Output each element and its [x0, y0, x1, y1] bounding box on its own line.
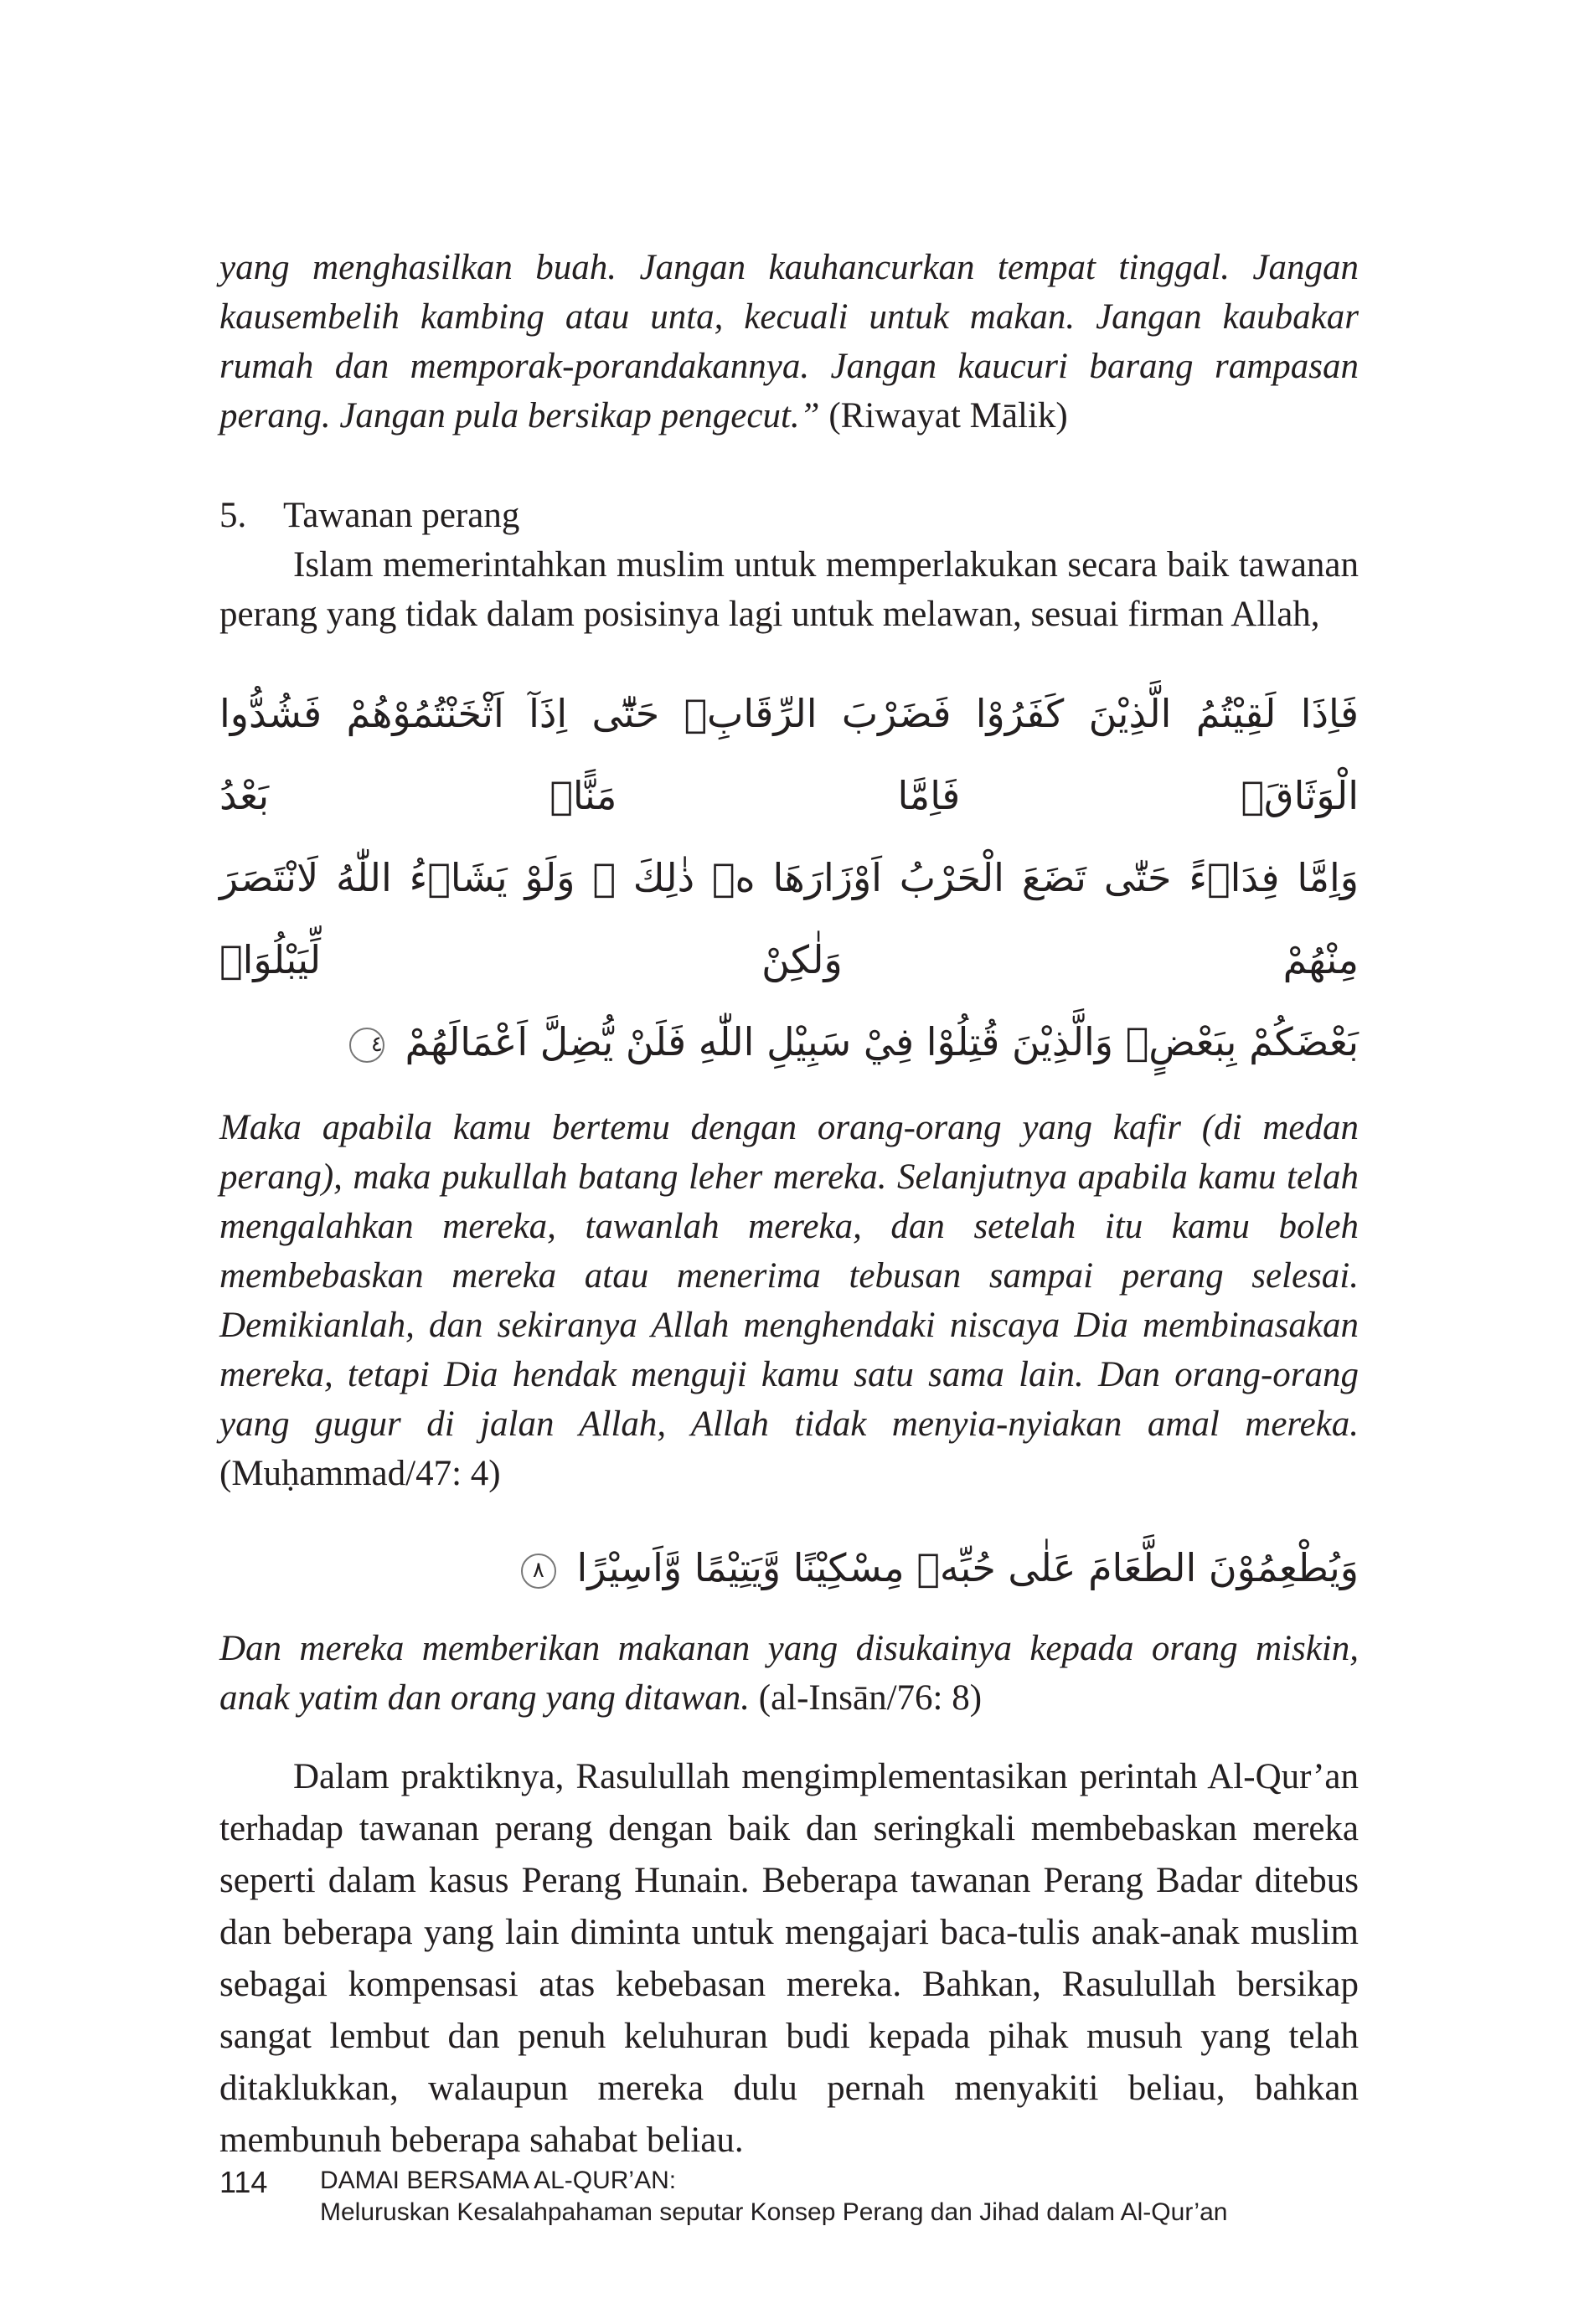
- section-intro: Islam memerintahkan muslim untuk memperlakukan secara baik tawanan perang yang tidak dalam posisinya lagi untuk melawan, sesuai firman Allah,: [219, 545, 1359, 634]
- ayah-number-marker-2: ٨: [521, 1554, 556, 1589]
- verse-reference-2: (al-Insān/76: 8): [758, 1678, 983, 1718]
- page-number: 114: [219, 2165, 268, 2199]
- body-paragraph: Dalam praktiknya, Rasulullah mengimplementasikan perintah Al-Qur’an terhadap tawanan perang dengan baik dan seringkali membebaskan mereka seperti dalam kasus Perang Hunain. Beberapa tawanan Perang Badar ditebus dan beberapa yang lain diminta untuk mengajari baca-tulis anak-anak muslim sebagai kompensasi atas kebebasan mereka. Bahkan, Rasulullah bersikap sangat lembut dan penuh keluhuran budi kepada pihak musuh yang telah ditaklukkan, walaupun mereka dulu pernah menyakiti beliau, bahkan membunuh beberapa sahabat beliau.: [219, 1757, 1359, 2160]
- page-footer: [219, 2165, 1227, 2229]
- verse-line-2: وَاِمَّا فِدَاۤءً حَتّٰى تَضَعَ الْحَرْبُ اَوْزَارَهَا ەۛ ذٰلِكَ ۛ وَلَوْ يَشَاۤءُ اللّٰهُ لَانْتَصَرَ مِنْهُمْ وَلٰكِنْ لِّيَبْلُوَا۟: [219, 855, 1359, 982]
- verse-arabic-2: [219, 1527, 1359, 1609]
- section-heading: [219, 491, 1359, 540]
- running-title: [320, 2165, 1227, 2229]
- translation-text-2: Dan mereka memberikan makanan yang disukainya kepada orang miskin, anak yatim dan orang yang ditawan.: [219, 1629, 1359, 1718]
- verse-line-1: فَاِذَا لَقِيْتُمُ الَّذِيْنَ كَفَرُوْا فَضَرْبَ الرِّقَابِۗ حَتّٰٓى اِذَآ اَثْخَنْتُمُوْهُمْ فَشُدُّوا الْوَثَاقَۖ فَاِمَّا مَنًّاۢ بَعْدُ: [219, 691, 1359, 818]
- verse2-text: وَيُطْعِمُوْنَ الطَّعَامَ عَلٰى حُبِّهٖ مِسْكِيْنًا وَّيَتِيْمًا وَّاَسِيْرًا: [576, 1545, 1359, 1590]
- quote-continuation: [219, 243, 1359, 441]
- quote-source: (Riwayat Mālik): [828, 396, 1068, 435]
- book-subtitle: Meluruskan Kesalahpahaman seputar Konsep Perang dan Jihad dalam Al-Qur’an: [320, 2198, 1228, 2226]
- section-number: 5.: [219, 496, 247, 535]
- quote-text: yang menghasilkan buah. Jangan kauhancurkan tempat tinggal. Jangan kausembelih kambing atau unta, kecuali untuk makan. Jangan kaubakar rumah dan memporak-porandakannya. Jangan kaucuri barang rampasan perang. Jangan pula bersikap pengecut.”: [219, 248, 1359, 435]
- ayah-number-marker: ٤: [349, 1028, 384, 1063]
- book-title: DAMAI BERSAMA AL-QUR’AN:: [320, 2167, 677, 2194]
- verse-translation-2: [219, 1624, 1359, 1723]
- page-content: [219, 234, 1359, 2167]
- section-title: Tawanan perang: [283, 496, 520, 535]
- verse-translation-1: [219, 1103, 1359, 1498]
- verse-reference: (Muḥammad/47: 4): [219, 1454, 501, 1493]
- verse-line-3-text: بَعْضَكُمْ بِبَعْضٍۗ وَالَّذِيْنَ قُتِلُوْا فِيْ سَبِيْلِ اللّٰهِ فَلَنْ يُّضِلَّ اَعْمَالَهُمْ: [405, 1019, 1359, 1064]
- verse-arabic-1: [219, 672, 1359, 1083]
- translation-text: Maka apabila kamu bertemu dengan orang-orang yang kafir (di medan perang), maka pukullah batang leher mereka. Selanjutnya apabila kamu telah mengalahkan mereka, tawanlah mereka, dan setelah itu kamu boleh membebaskan mereka atau menerima tebusan sampai perang selesai. Demikianlah, dan sekiranya Allah menghendaki niscaya Dia membinasakan mereka, tetapi Dia hendak menguji kamu satu sama lain. Dan orang-orang yang gugur di jalan Allah, Allah tidak menyia-nyiakan amal mereka.: [219, 1108, 1359, 1444]
- verse-line-3: [219, 1001, 1359, 1083]
